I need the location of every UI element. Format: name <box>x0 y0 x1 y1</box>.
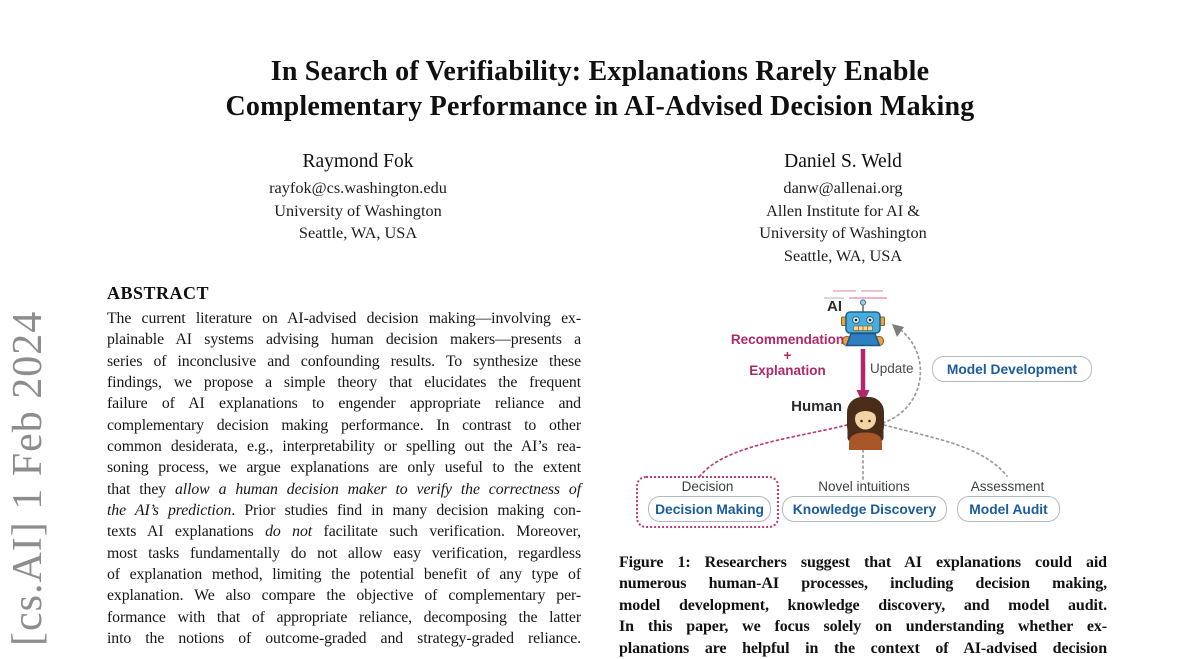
author-block-raymond-fok <box>243 149 473 245</box>
decision-connector-dotted <box>700 425 847 476</box>
author-email: rayfok@cs.washington.edu <box>269 178 447 197</box>
abstract-line: plainable AI systems advising human decision makers—presents a <box>107 331 581 349</box>
human-avatar-icon <box>847 397 884 450</box>
recommendation-explanation-label <box>715 332 860 379</box>
paper-title-line1: In Search of Verifiability: Explanations Rarely Enable <box>270 56 930 87</box>
abstract-line: The current literature on AI-advised decision making—involving ex- <box>107 310 581 327</box>
author-name: Raymond Fok <box>302 151 414 172</box>
figure-1 <box>620 285 1110 537</box>
abstract-line: findings, we propose a simple theory that elucidates the frequent <box>107 374 581 392</box>
decision-making-box: Decision Making <box>648 496 771 522</box>
abstract-line: formance with that of appropriate reliance, decomposing the latter <box>107 608 581 626</box>
caption-line: In this paper, we focus solely on understanding whether ex- <box>619 618 1107 636</box>
figure-1-caption <box>619 552 1107 659</box>
caption-line: planations are helpful in the context of AI-advised decision <box>619 639 1107 657</box>
caption-line: Figure 1: Researchers suggest that AI explanations could aid <box>619 554 1107 571</box>
abstract-line: most tasks fundamentally do not allow easy verification, regardless <box>107 544 581 562</box>
author-block-daniel-weld <box>728 149 958 268</box>
abstract-line: common desiderata, e.g., interpretability or spelling out the AI’s rea- <box>107 438 581 456</box>
update-loop-dotted-arrow <box>883 331 920 423</box>
assessment-tag: Assessment <box>970 479 1045 494</box>
author-affiliation: Allen Institute for AI & <box>766 200 920 220</box>
abstract-line: into the notions of outcome-graded and strategy-graded reliance. <box>107 630 581 648</box>
update-label: Update <box>870 361 914 376</box>
decision-tag: Decision <box>681 479 734 494</box>
abstract-line: that they allow a human decision maker to verify the correctness of <box>107 480 581 498</box>
ai-label: AI <box>827 298 842 315</box>
author-affiliation: University of Washington <box>274 200 442 220</box>
author-location: Seattle, WA, USA <box>783 246 903 266</box>
abstract-line: texts AI explanations do not facilitate such verification. Moreover, <box>107 523 581 541</box>
human-label: Human <box>791 398 842 415</box>
abstract-line: complementary decision making performance. In contrast to other <box>107 416 581 434</box>
model-audit-box: Model Audit <box>957 496 1060 522</box>
abstract-line: failure of AI explanations to engender appropriate reliance and <box>107 395 581 413</box>
knowledge-discovery-box: Knowledge Discovery <box>782 496 947 522</box>
abstract-line: series of inconclusive and confounding results. To synthesize these <box>107 352 581 370</box>
abstract-body <box>107 308 581 650</box>
author-affiliation2: University of Washington <box>759 223 927 243</box>
abstract-line: the AI’s prediction. Prior studies find in many decision making con- <box>107 502 582 520</box>
model-development-box: Model Development <box>932 356 1092 382</box>
paper-title-line2: Complementary Performance in AI-Advised Decision Making <box>225 91 975 122</box>
author-location: Seattle, WA, USA <box>298 223 418 243</box>
paper-title <box>95 54 1105 124</box>
arxiv-side-stamp: [cs.AI] 1 Feb 2024 <box>5 310 51 646</box>
abstract-line: explanation. We also compare the objective of complementary per- <box>107 587 581 605</box>
recommendation-text: Recommendation <box>730 332 845 347</box>
plus-text: + <box>783 347 792 363</box>
author-name: Daniel S. Weld <box>784 151 902 172</box>
audit-connector-dotted <box>884 425 1007 476</box>
caption-line: model development, knowledge discovery, and model audit. <box>619 596 1107 614</box>
explanation-text: Explanation <box>749 363 826 378</box>
abstract-heading: ABSTRACT <box>107 283 210 303</box>
caption-line: numerous human-AI processes, including decision making, <box>619 575 1107 593</box>
abstract-line: soning process, we argue explanations are only useful to the extent <box>107 459 581 477</box>
author-email: danw@allenai.org <box>783 178 903 197</box>
novel-intuitions-tag: Novel intuitions <box>818 479 910 494</box>
abstract-line: of explanation method, limiting the potential benefit of any type of <box>107 566 581 584</box>
